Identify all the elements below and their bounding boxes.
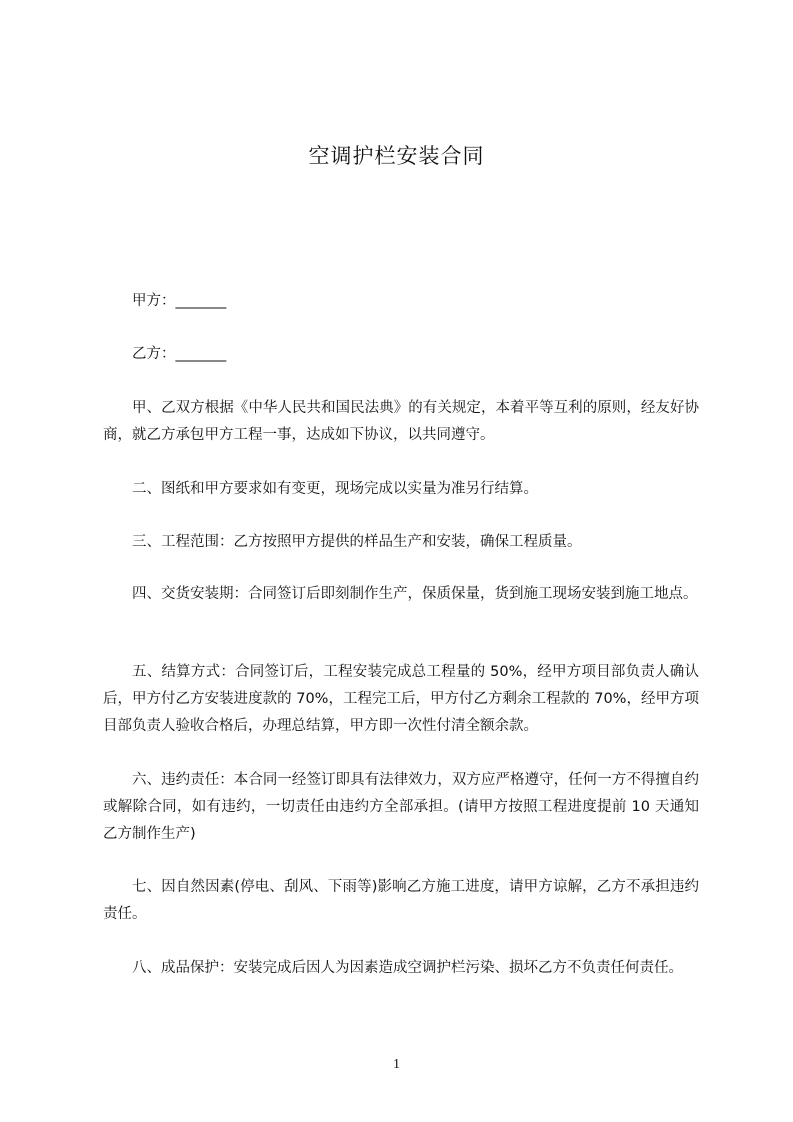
clause-2: 二、图纸和甲方要求如有变更，现场完成以实量为准另行结算。: [132, 481, 538, 497]
page-number: 1: [393, 1057, 400, 1072]
clause-5: 五、结算方式：合同签订后，工程安装完成总工程量的 50%，经甲方项目部负责人确认后，甲方付乙方安装进度款的 70%，工程完工后，甲方付乙方剩余工程款的 70%，经甲方项目部负责人验收合格后，办理总结算，甲方即一次性付清全额余款。: [103, 664, 699, 734]
contract-title: 空调护栏安装合同: [308, 144, 485, 168]
clause-8: 八、成品保护：安装完成后因人为因素造成空调护栏污染、损坏乙方不负责任何责任。: [132, 960, 683, 976]
clause-6: 六、违约责任：本合同一经签订即具有法律效力，双方应严格遵守，任何一方不得擅自约或解除合同，如有违约，一切责任由违约方全部承担。(请甲方按照工程进度提前 10 天通知乙方制作生产): [103, 772, 699, 842]
party-a-line: 甲方：_______: [132, 293, 227, 309]
clause-3: 三、工程范围：乙方按照甲方提供的样品生产和安装，确保工程质量。: [132, 534, 582, 550]
clause-preamble: 甲、乙双方根据《中华人民共和国民法典》的有关规定，本着平等互利的原则，经友好协商，就乙方承包甲方工程一事，达成如下协议，以共同遵守。: [103, 400, 699, 443]
party-b-line: 乙方：_______: [132, 346, 227, 362]
clause-4: 四、交货安装期：合同签订后即刻制作生产，保质保量，货到施工现场安装到施工地点。: [132, 586, 698, 602]
clause-7: 七、因自然因素(停电、刮风、下雨等)影响乙方施工进度，请甲方谅解，乙方不承担违约责任。: [103, 879, 699, 922]
